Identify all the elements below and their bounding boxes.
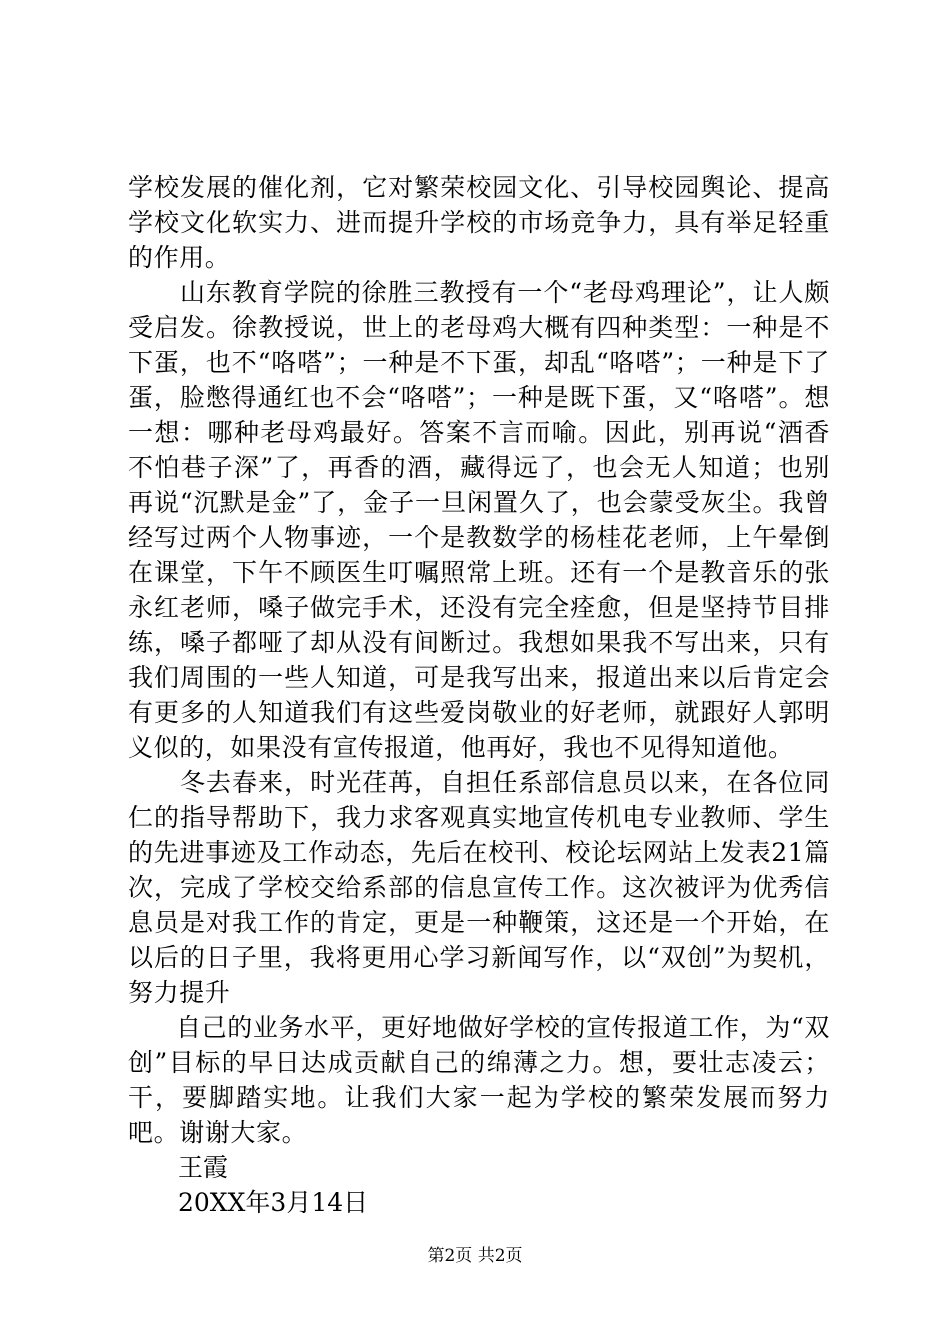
paragraph-hen-theory: 山东教育学院的徐胜三教授有一个“老母鸡理论”，让人颇受启发。徐教授说，世上的老母鸡大概有四种类型：一种是不下蛋，也不“咯嗒”；一种是不下蛋，却乱“咯嗒”；一种是下了蛋，脸憋得通红也不会“咯嗒”；一种是既下蛋，又“咯嗒”。想一想：哪种老母鸡最好。答案不言而喻。因此，别再说“酒香不怕巷子深”了，再香的酒，藏得远了，也会无人知道；也别再说“沉默是金”了，金子一旦闲置久了，也会蒙受灰尘。我曾经写过两个人物事迹，一个是教数学的杨桂花老师，上午晕倒在课堂，下午不顾医生叮嘱照常上班。还有一个是教音乐的张永红老师，嗓子做完手术，还没有完全痊愈，但是坚持节目排练，嗓子都哑了却从没有间断过。我想如果我不写出来，只有我们周围的一些人知道，可是我写出来，报道出来以后肯定会有更多的人知道我们有这些爱岗敬业的好老师，就跟好人郭明义似的，如果没有宣传报道，他再好，我也不见得知道他。 — [128, 278, 830, 762]
signature-name: 王霞 — [178, 1153, 229, 1182]
paragraph-work-summary: 冬去春来，时光荏苒，自担任系部信息员以来，在各位同仁的指导帮助下，我力求客观真实地宣传机电专业教师、学生的先进事迹及工作动态，先后在校刊、校论坛网站上发表21篇次，完成了学校交给系部的信息宣传工作。这次被评为优秀信息员是对我工作的肯定，更是一种鞭策，这还是一个开始，在以后的日子里，我将更用心学习新闻写作，以“双创”为契机，努力提升 — [128, 768, 830, 1007]
document-body — [128, 170, 830, 1220]
page-footer: 第2页 共2页 — [427, 1246, 523, 1266]
signature-date: 20XX年3月14日 — [178, 1188, 369, 1217]
paragraph-continuation: 学校发展的催化剂，它对繁荣校园文化、引导校园舆论、提高学校文化软实力、进而提升学校的市场竞争力，具有举足轻重的作用。 — [128, 173, 830, 272]
paragraph-closing: 自己的业务水平，更好地做好学校的宣传报道工作，为“双创”目标的早日达成贡献自己的绵薄之力。想，要壮志凌云；干，要脚踏实地。让我们大家一起为学校的繁荣发展而努力吧。谢谢大家。 — [128, 1013, 830, 1147]
